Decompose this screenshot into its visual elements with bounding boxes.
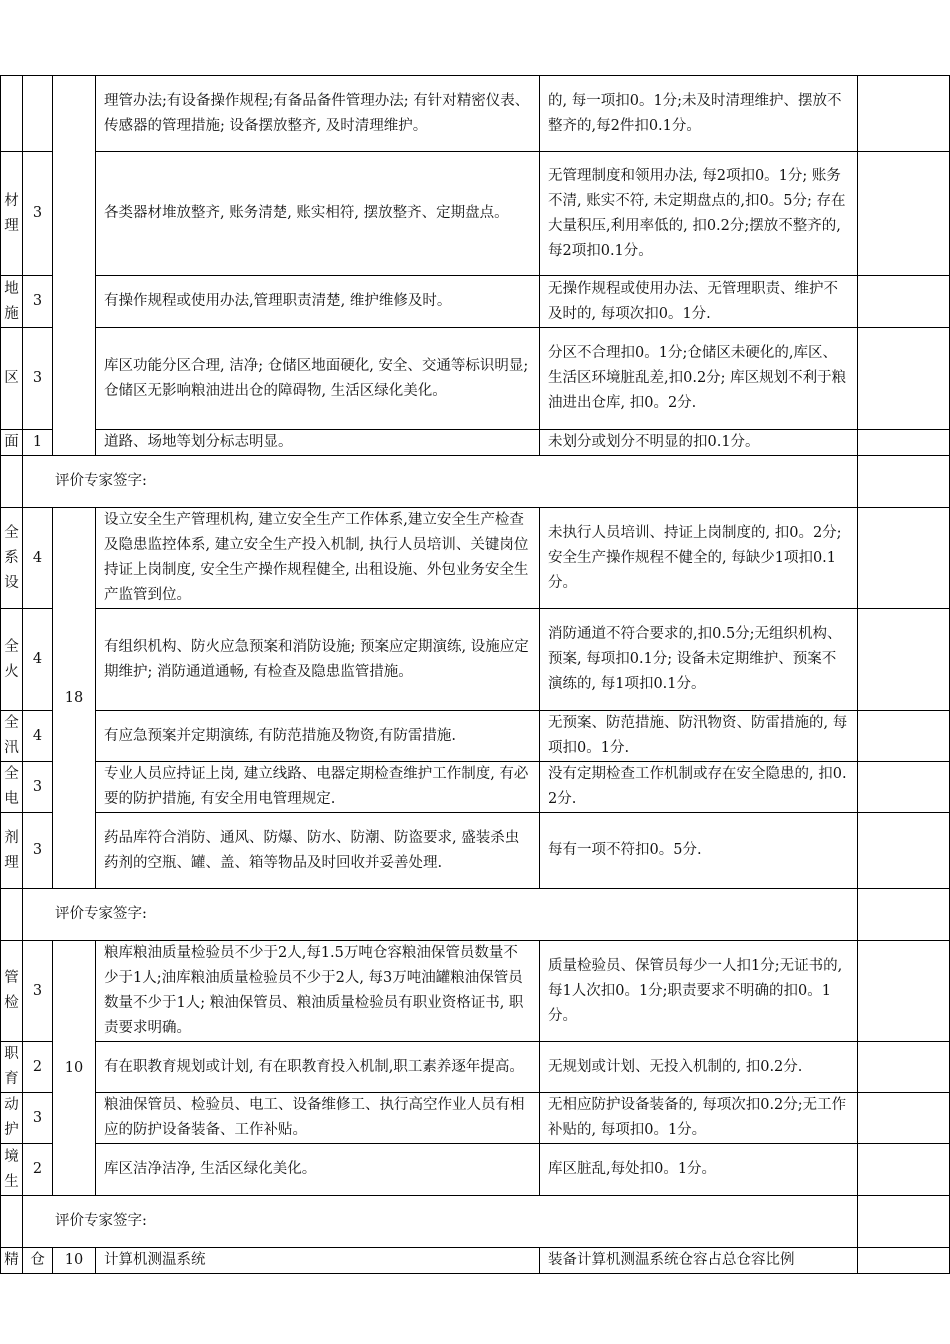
category-fragment: 生 — [4, 1173, 19, 1190]
category-fragment: 全 — [4, 715, 19, 731]
evaluation-table — [0, 75, 950, 1274]
category-cell — [1, 813, 23, 889]
category-cell — [1, 508, 23, 609]
deduct-cell: 每有一项不符扣0。5分. — [540, 813, 858, 889]
deduct-cell: 消防通道不符合要求的,扣0.5分;无组织机构、预案, 每项扣0.1分; 设备未定期维护、预案不演练的, 每1项扣0.1分。 — [540, 609, 858, 711]
score-cell: 4 — [23, 609, 53, 711]
table-row — [1, 711, 950, 762]
content-cell: 专业人员应持证上岗, 建立线路、电器定期检查维护工作制度, 有必要的防护措施, 有安全用电管理规定. — [96, 762, 540, 813]
category-cell — [1, 762, 23, 813]
score-cell: 3 — [23, 328, 53, 430]
content-cell: 理管办法;有设备操作规程;有备品备件管理办法; 有针对精密仪表、传感器的管理措施; 设备摆放整齐, 及时清理维护。 — [96, 76, 540, 152]
score-cell: 2 — [23, 1042, 53, 1093]
category-fragment: 理 — [4, 217, 19, 234]
deduct-cell: 未执行人员培训、持证上岗制度的, 扣0。2分;安全生产操作规程不健全的, 每缺少1项扣0.1分。 — [540, 508, 858, 609]
subcategory-cell: 仓 — [23, 1248, 53, 1274]
score-field — [858, 430, 950, 456]
score-field — [858, 328, 950, 430]
category-fragment: 材 — [4, 192, 19, 209]
score-cell: 3 — [23, 762, 53, 813]
category-fragment: 职 — [4, 1046, 19, 1062]
score-field — [858, 1144, 950, 1196]
category-fragment: 育 — [4, 1071, 19, 1087]
deduct-cell: 装备计算机测温系统仓容占总仓容比例 — [540, 1248, 858, 1274]
category-fragment: 剂 — [4, 829, 19, 846]
category-cell — [1, 711, 23, 762]
signature-row — [1, 1196, 950, 1248]
category-cell — [1, 76, 23, 152]
category-fragment: 设 — [4, 574, 19, 591]
content-cell: 有操作规程或使用办法,管理职责清楚, 维护维修及时。 — [96, 276, 540, 328]
deduct-cell: 库区脏乱,每处扣0。1分。 — [540, 1144, 858, 1196]
table-row — [1, 1042, 950, 1093]
table-row — [1, 1248, 950, 1274]
score-field — [858, 276, 950, 328]
score-cell: 1 — [23, 430, 53, 456]
category-cell — [1, 430, 23, 456]
content-cell: 有应急预案并定期演练, 有防范措施及物资,有防雷措施. — [96, 711, 540, 762]
score-cell: 10 — [53, 1248, 96, 1274]
content-cell: 粮库粮油质量检验员不少于2人,每1.5万吨仓容粮油保管员数量不少于1人;油库粮油质量检验员不少于2人, 每3万吨油罐粮油保管员数量不少于1人; 粮油保管员、粮油质量检验员有职业资格证书, 职责要求明确。 — [96, 941, 540, 1042]
category-cell — [1, 152, 23, 276]
category-fragment: 境 — [4, 1148, 19, 1165]
deduct-cell: 无相应防护设备装备的, 每项次扣0.2分;无工作补贴的, 每项扣0。1分。 — [540, 1093, 858, 1144]
category-fragment: 电 — [4, 791, 19, 807]
category-fragment: 全 — [4, 766, 19, 782]
category-fragment: 护 — [4, 1122, 19, 1138]
category-fragment: 全 — [4, 638, 19, 655]
content-cell: 计算机测温系统 — [96, 1248, 540, 1274]
deduct-cell: 的, 每一项扣0。1分;未及时清理维护、摆放不整齐的,每2件扣0.1分。 — [540, 76, 858, 152]
category-cell — [1, 609, 23, 711]
category-fragment: 施 — [4, 305, 19, 322]
content-cell: 库区洁净洁净, 生活区绿化美化。 — [96, 1144, 540, 1196]
deduct-cell: 无规划或计划、无投入机制的, 扣0.2分. — [540, 1042, 858, 1093]
category-fragment: 检 — [4, 995, 19, 1011]
content-cell: 粮油保管员、检验员、电工、设备维修工、执行高空作业人员有相应的防护设备装备、工作补贴。 — [96, 1093, 540, 1144]
score-field — [858, 711, 950, 762]
category-fragment: 区 — [4, 370, 19, 386]
score-field — [858, 941, 950, 1042]
deduct-cell: 质量检验员、保管员每少一人扣1分;无证书的, 每1人次扣0。1分;职责要求不明确的扣0。1分。 — [540, 941, 858, 1042]
score-cell: 3 — [23, 1093, 53, 1144]
table-row — [1, 328, 950, 430]
category-cell — [1, 1248, 23, 1274]
deduct-cell: 无操作规程或使用办法、无管理职责、维护不及时的, 每项次扣0。1分. — [540, 276, 858, 328]
content-cell: 设立安全生产管理机构, 建立安全生产工作体系,建立安全生产检查及隐患监控体系, 建立安全生产投入机制, 执行人员培训、关键岗位持证上岗制度, 安全生产操作规程健全, 出租设施、外包业务安全生产监管到位。 — [96, 508, 540, 609]
empty-cell — [1, 1196, 23, 1248]
score-cell: 2 — [23, 1144, 53, 1196]
content-cell: 有组织机构、防火应急预案和消防设施; 预案应定期演练, 设施应定期维护; 消防通道通畅, 有检查及隐患监管措施。 — [96, 609, 540, 711]
deduct-cell: 分区不合理扣0。1分;仓储区未硬化的,库区、生活区环境脏乱差,扣0.2分; 库区规划不利于粮油进出仓库, 扣0。2分. — [540, 328, 858, 430]
score-field — [858, 508, 950, 609]
score-field — [858, 1042, 950, 1093]
group-total-cell: 18 — [53, 508, 96, 889]
category-fragment: 全 — [4, 524, 19, 541]
signature-label: 评价专家签字: — [23, 1196, 858, 1248]
signature-label: 评价专家签字: — [23, 889, 858, 941]
category-cell — [1, 1144, 23, 1196]
table-row — [1, 813, 950, 889]
deduct-cell: 没有定期检查工作机制或存在安全隐患的, 扣0.2分. — [540, 762, 858, 813]
signature-field — [858, 1196, 950, 1248]
score-cell: 3 — [23, 941, 53, 1042]
empty-cell — [1, 456, 23, 508]
category-fragment: 理 — [4, 854, 19, 871]
signature-field — [858, 456, 950, 508]
score-cell: 4 — [23, 508, 53, 609]
category-cell — [1, 1042, 23, 1093]
table-row — [1, 941, 950, 1042]
category-fragment: 系 — [4, 549, 19, 566]
content-cell: 库区功能分区合理, 洁净; 仓储区地面硬化, 安全、交通等标识明显;仓储区无影响粮油进出仓的障碍物, 生活区绿化美化。 — [96, 328, 540, 430]
category-cell — [1, 276, 23, 328]
score-cell: 4 — [23, 711, 53, 762]
group-total-cell — [53, 76, 96, 456]
category-fragment: 精 — [4, 1252, 19, 1268]
score-cell: 3 — [23, 813, 53, 889]
content-cell: 各类器材堆放整齐, 账务清楚, 账实相符, 摆放整齐、定期盘点。 — [96, 152, 540, 276]
deduct-cell: 无管理制度和领用办法, 每2项扣0。1分; 账务不清, 账实不符, 未定期盘点的,扣0。5分; 存在大量积压,利用率低的, 扣0.2分;摆放不整齐的, 每2项扣0.1分。 — [540, 152, 858, 276]
category-cell — [1, 941, 23, 1042]
category-fragment: 汛 — [4, 740, 19, 756]
signature-row — [1, 889, 950, 941]
table-row — [1, 430, 950, 456]
table-row — [1, 76, 950, 152]
table-row — [1, 276, 950, 328]
signature-label: 评价专家签字: — [23, 456, 858, 508]
score-cell: 3 — [23, 276, 53, 328]
category-fragment: 管 — [4, 970, 19, 986]
content-cell: 药品库符合消防、通风、防爆、防水、防潮、防盗要求, 盛装杀虫药剂的空瓶、罐、盖、箱等物品及时回收并妥善处理. — [96, 813, 540, 889]
score-field — [858, 762, 950, 813]
table-row — [1, 152, 950, 276]
category-cell — [1, 328, 23, 430]
category-fragment: 面 — [4, 434, 19, 450]
score-cell: 3 — [23, 152, 53, 276]
table-row — [1, 1144, 950, 1196]
category-fragment: 地 — [4, 280, 19, 297]
category-fragment: 火 — [4, 663, 19, 680]
score-field — [858, 813, 950, 889]
score-field — [858, 76, 950, 152]
signature-field — [858, 889, 950, 941]
deduct-cell: 未划分或划分不明显的扣0.1分。 — [540, 430, 858, 456]
signature-row — [1, 456, 950, 508]
score-field — [858, 152, 950, 276]
content-cell: 有在职教育规划或计划, 有在职教育投入机制,职工素养逐年提高。 — [96, 1042, 540, 1093]
score-cell — [23, 76, 53, 152]
table-row — [1, 1093, 950, 1144]
content-cell: 道路、场地等划分标志明显。 — [96, 430, 540, 456]
score-field — [858, 1093, 950, 1144]
table-row — [1, 762, 950, 813]
deduct-cell: 无预案、防范措施、防汛物资、防雷措施的, 每项扣0。1分. — [540, 711, 858, 762]
score-field — [858, 1248, 950, 1274]
table-row — [1, 508, 950, 609]
category-fragment: 动 — [4, 1097, 19, 1113]
category-cell — [1, 1093, 23, 1144]
empty-cell — [1, 889, 23, 941]
score-field — [858, 609, 950, 711]
group-total-cell: 10 — [53, 941, 96, 1196]
table-row — [1, 609, 950, 711]
